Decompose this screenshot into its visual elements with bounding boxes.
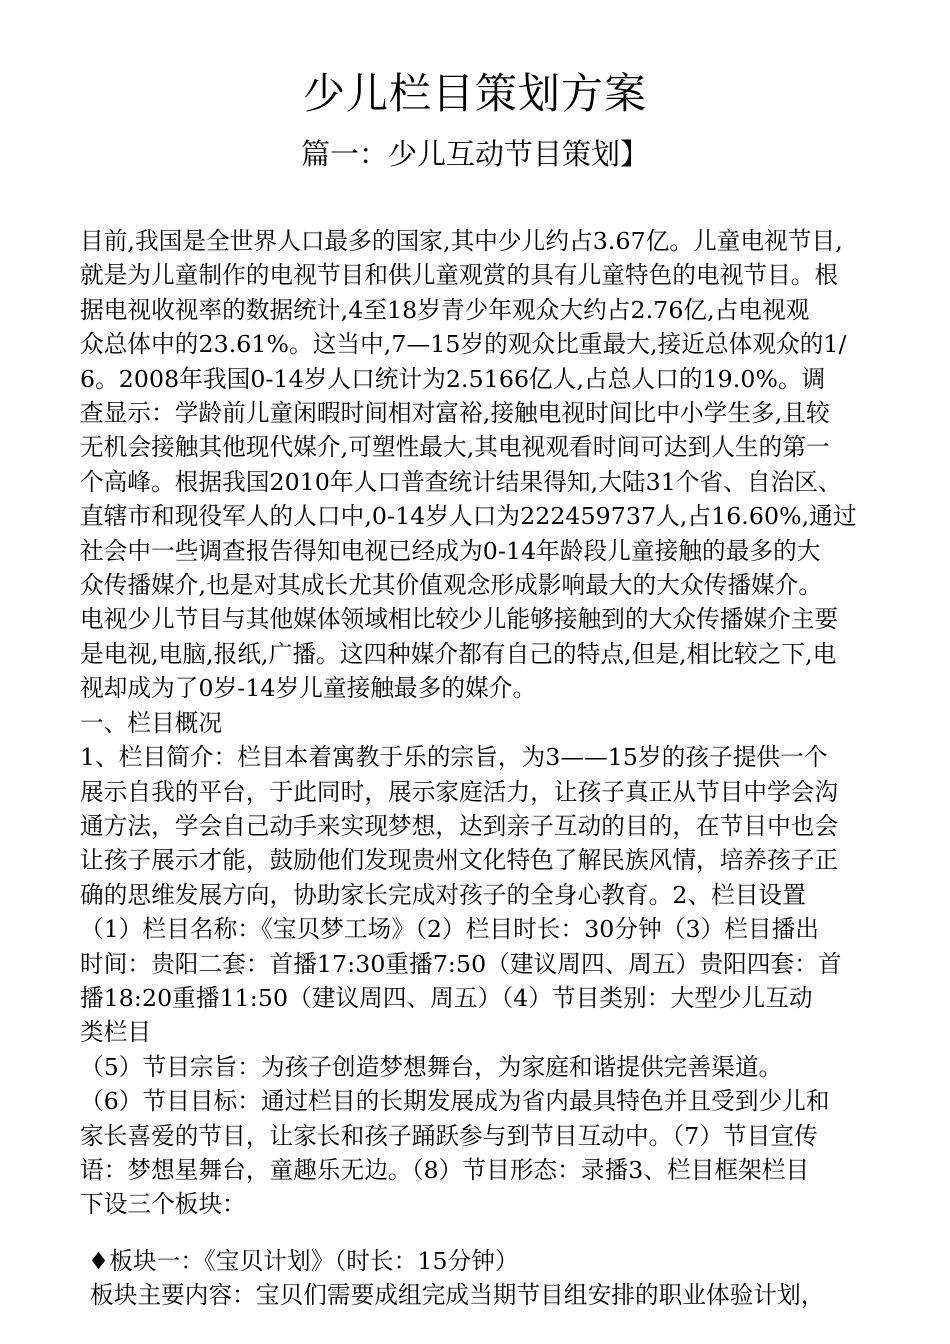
body-line: 社会中一些调查报告得知电视已经成为0-14年龄段儿童接触的最多的大: [80, 536, 821, 565]
body-line: 确的思维发展方向，协助家长完成对孩子的全身心教育。2、栏目设置: [80, 880, 806, 909]
body-line: （6）节目目标：通过栏目的长期发展成为省内最具特色并且受到少儿和: [80, 1087, 830, 1116]
body-line: 据电视收视率的数据统计,4至18岁青少年观众大约占2.76亿,占电视观: [80, 295, 810, 324]
document-body: [80, 224, 880, 1313]
body-line: 通方法，学会自己动手来实现梦想，达到亲子互动的目的，在节目中也会: [80, 811, 839, 840]
body-line: 6。2008年我国0-14岁人口统计为2.5166亿人,占总人口的19.0%。调: [80, 364, 826, 393]
body-line: 无机会接触其他现代媒介,可塑性最大,其电视观看时间可达到人生的第一: [80, 433, 830, 462]
body-line: 播18:20重播11:50（建议周四、周五）（4）节目类别：大型少儿互动: [80, 983, 813, 1012]
body-line: 众总体中的23.61%。这当中,7—15岁的观众比重最大,接近总体观众的1/: [80, 330, 847, 359]
block-title: ♦板块一：《宝贝计划》（时长：15分钟）: [88, 1246, 519, 1275]
body-line: 展示自我的平台，于此同时，展示家庭活力，让孩子真正从节目中学会沟: [80, 777, 839, 806]
body-line: 语：梦想星舞台，童趣乐无边。（8）节目形态：录播3、栏目框架栏目: [80, 1155, 810, 1184]
body-line: 就是为儿童制作的电视节目和供儿童观赏的具有儿童特色的电视节目。根: [80, 261, 839, 290]
section-heading: 一、栏目概况: [80, 708, 223, 737]
body-line: 类栏目: [80, 1018, 152, 1047]
document-title: 少儿栏目策划方案: [302, 69, 647, 118]
body-line: 是电视,电脑,报纸,广播。这四种媒介都有自己的特点,但是,相比较之下,电: [80, 639, 837, 668]
body-line: 个高峰。根据我国2010年人口普查统计结果得知,大陆31个省、自治区、: [80, 467, 842, 496]
body-line: 电视少儿节目与其他媒体领域相比较少儿能够接触到的大众传播媒介主要: [80, 605, 839, 634]
block-content: 板块主要内容：宝贝们需要成组完成当期节目组安排的职业体验计划，: [90, 1281, 825, 1310]
body-line: 视却成为了0岁-14岁儿童接触最多的媒介。: [80, 674, 537, 703]
body-line: 1、栏目简介：栏目本着寓教于乐的宗旨，为3——15岁的孩子提供一个: [80, 743, 828, 772]
body-line: 直辖市和现役军人的人口中,0-14岁人口为222459737人,占16.60%,通过: [80, 502, 857, 531]
body-line: （1）栏目名称：《宝贝梦工场》（2）栏目时长：30分钟（3）栏目播出: [80, 915, 820, 944]
body-line: 家长喜爱的节目，让家长和孩子踊跃参与到节目互动中。（7）节目宣传: [80, 1121, 818, 1150]
body-line: 查显示：学龄前儿童闲暇时间相对富裕,接触电视时间比中小学生多,且较: [80, 399, 830, 428]
body-line: 下设三个板块：: [80, 1190, 246, 1219]
body-line: 时间：贵阳二套：首播17:30重播7:50（建议周四、周五）贵阳四套：首: [80, 949, 842, 978]
body-line: 目前,我国是全世界人口最多的国家,其中少儿约占3.67亿。儿童电视节目,: [80, 227, 843, 255]
body-line: （5）节目宗旨：为孩子创造梦想舞台，为家庭和谐提供完善渠道。: [80, 1052, 783, 1081]
body-line: 众传播媒介,也是对其成长尤其价值观念形成影响最大的大众传播媒介。: [80, 571, 823, 600]
document-subtitle: 篇一：少儿互动节目策划】: [300, 137, 649, 171]
body-line: 让孩子展示才能，鼓励他们发现贵州文化特色了解民族风情，培养孩子正: [80, 846, 839, 875]
